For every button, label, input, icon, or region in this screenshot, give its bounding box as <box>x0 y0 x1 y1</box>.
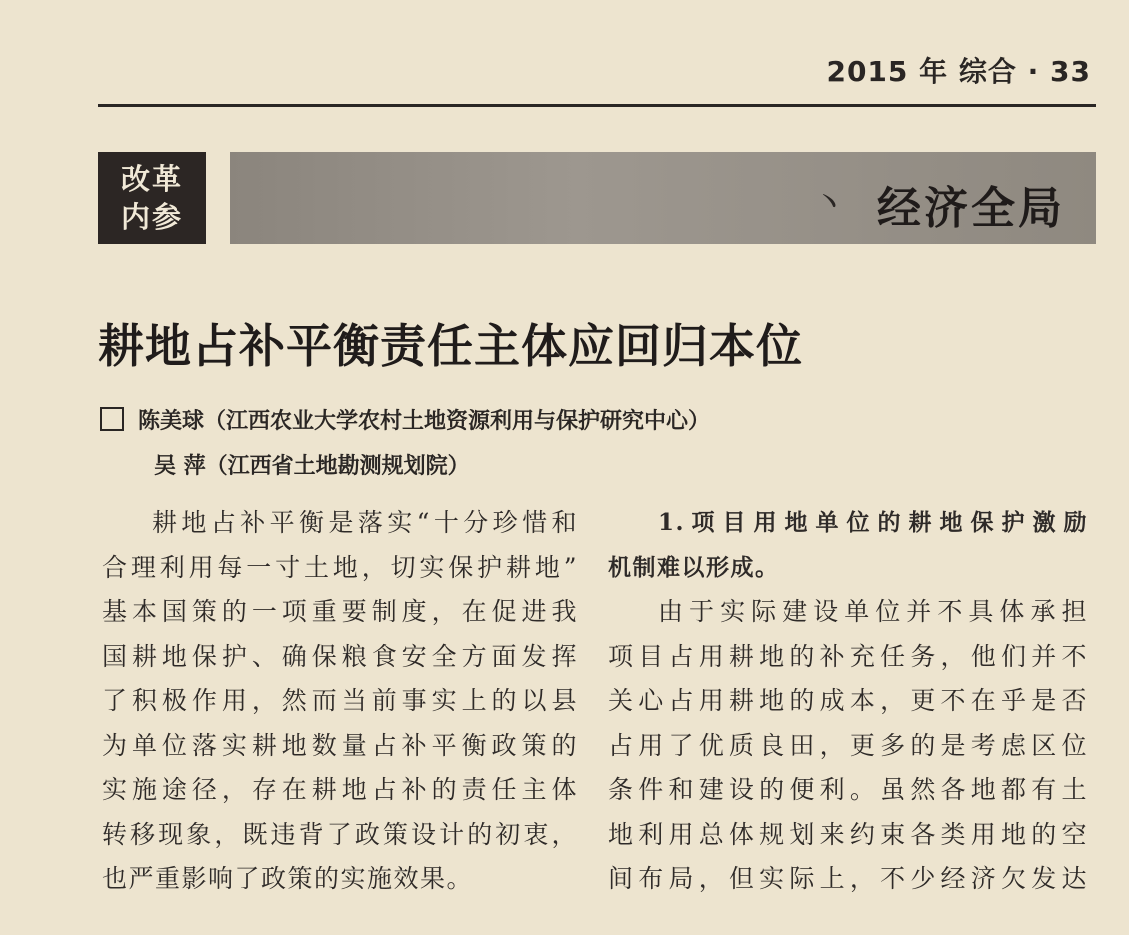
article-title: 耕地占补平衡责任主体应回归本位 <box>98 319 803 373</box>
author-line-2 <box>154 449 470 480</box>
paragraph-line: 转移现象，既违背了政策设计的初衷， <box>102 819 578 849</box>
paragraph-line: 条件和建设的便利。虽然各地都有土 <box>608 775 1088 804</box>
right-column <box>608 501 1088 902</box>
column-badge <box>98 152 206 244</box>
paragraph-line: 间布局，但实际上，不少经济欠发达 <box>608 864 1088 893</box>
paragraph-line: 国耕地保护、确保粮食安全方面发挥 <box>102 641 578 671</box>
section-title: 经济全局 <box>877 183 1065 234</box>
badge-line-2: 内参 <box>120 200 183 234</box>
author-2: 吴 萍（江西省土地勘测规划院） <box>154 453 470 479</box>
bleed-through-text <box>96 52 104 80</box>
paragraph-line: 了积极作用，然而当前事实上的以县 <box>102 686 578 715</box>
author-1: 陈美球（江西农业大学农村土地资源利用与保护研究中心） <box>138 408 711 434</box>
banner-mark: 丶 <box>812 184 846 224</box>
paragraph-line: 关心占用耕地的成本，更不在乎是否 <box>608 686 1088 715</box>
author-line-1 <box>100 404 710 435</box>
subheading-line: 1.项目用地单位的耕地保护激励 <box>658 509 1088 536</box>
square-bullet-icon <box>100 407 124 431</box>
paragraph-line: 合理利用每一寸土地，切实保护耕地” <box>102 552 578 582</box>
paragraph-line: 地利用总体规划来约束各类用地的空 <box>608 819 1088 849</box>
paragraph-line: 实施途径，存在耕地占补的责任主体 <box>102 775 578 804</box>
left-column <box>102 501 578 902</box>
paragraph-line: 耕地占补平衡是落实“十分珍惜和 <box>152 508 578 537</box>
paragraph-line: 为单位落实耕地数量占补平衡政策的 <box>102 730 578 760</box>
paragraph-line: 由于实际建设单位并不具体承担 <box>658 597 1088 626</box>
paragraph-line: 也严重影响了政策的实施效果。 <box>102 864 474 893</box>
header-rule <box>98 104 1096 107</box>
paragraph-line: 基本国策的一项重要制度，在促进我 <box>102 597 578 626</box>
subheading-line: 机制难以形成。 <box>608 553 780 581</box>
paragraph-line: 项目占用耕地的补充任务，他们并不 <box>608 641 1088 671</box>
paragraph-line: 占用了优质良田，更多的是考虑区位 <box>608 730 1088 760</box>
running-header: 2015 年 综合 · 33 <box>826 55 1091 88</box>
badge-line-1: 改革 <box>120 162 183 196</box>
